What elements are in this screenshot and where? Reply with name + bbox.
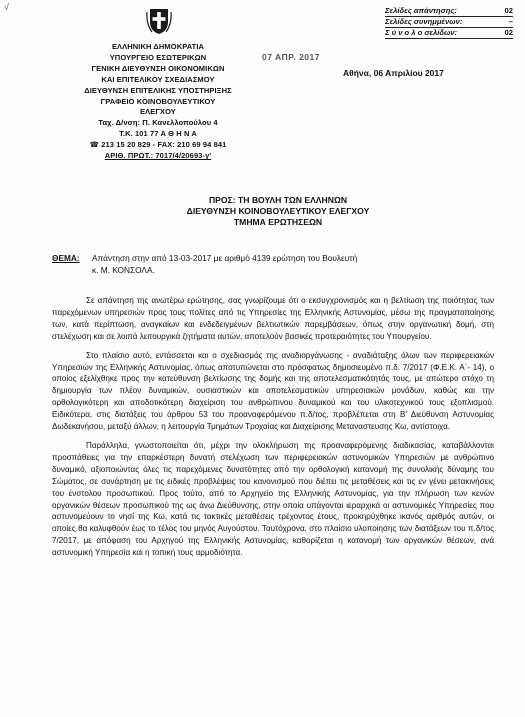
recipient-block — [148, 195, 408, 229]
header-line: ΕΛΛΗΝΙΚΗ ΔΗΜΟΚΡΑΤΙΑ — [111, 42, 205, 51]
recipient-line: ΤΜΗΜΑ ΕΡΩΤΗΣΕΩΝ — [233, 217, 323, 228]
subject-text-continued: κ. Μ. ΚΟΝΣΟΛΑ. — [92, 265, 155, 275]
page-count-row — [385, 6, 513, 17]
subject-text: Απάντηση στην από 13-03-2017 με αριθμό 4139 ερώτηση του Βουλευτή — [92, 253, 358, 263]
recipient-line: ΠΡΟΣ: ΤΗ ΒΟΥΛΗ ΤΩΝ ΕΛΛΗΝΩΝ — [208, 195, 348, 205]
subject-label: ΘΕΜΑ: — [52, 253, 80, 263]
page-count-value: – — [508, 17, 513, 26]
coat-of-arms-icon — [146, 6, 172, 36]
page-count-label: Σελίδες συνημμένων: — [385, 17, 463, 26]
corner-mark: √ — [4, 2, 9, 12]
subject-block — [52, 252, 492, 276]
header-line: ☎ 213 15 20 829 - FAX: 210 69 94 841 — [89, 140, 227, 150]
header-line: ΔΙΕΥΘΥΝΣΗ ΕΠΙΤΕΛΙΚΗΣ ΥΠΟΣΤΗΡΙΞΗΣ — [84, 85, 232, 95]
page-count-value: 02 — [504, 28, 513, 37]
protocol-number: ΑΡΙΘ. ΠΡΩΤ.: 7017/4/20693-γ' — [104, 151, 212, 161]
page-count-row — [385, 17, 513, 28]
page-count-box — [385, 6, 513, 39]
body-paragraph: Σε απάντηση της ανωτέρω ερώτησης, σας γνωρίζουμε ότι ο εκσυγχρονισμός και η βελτίωση της ποιότητας των παρεχόμενων υπηρεσιών προς τους πολίτες από τις Υπηρεσίες της Ελληνικής Αστυνομίας, μέσω της πραγματοποίησης των, κατά περίπτωση, αναγκαίων και ενδεδειγμένων βελτιωτικών παρεμβάσεων, όπως στην οργανωτική δομή, στη στελέχωση και σε λοιπά λειτουργικά ζητήματα αυτών, αποτελούν βασικές προτεραιότητες του Υπουργείου. — [52, 296, 494, 341]
body-paragraph: Παράλληλα, γνωστοποιείται ότι, μέχρι την ολοκλήρωση της προαναφερόμενης διαδικασίας, καταβάλλονται προσπάθειες για την επαρκέστερη δυνατή στελέχωση των περιφερειακών αστυνομικών Υπηρεσιών με ανθρώπινο δυναμικό, αξιοποιώντας όλες τις παρεχόμενες δυνατότητες από την ορθολογική κατανομή της συνολικής δύναμης του Σώματος, σε συνάρτηση με τις ειδικές προβλέψεις του κανονισμού που διέπει τις μεταθέσεις και τις εν γένει μετακινήσεις του ένστολου προσωπικού. Προς τούτο, από το Αρχηγείο της Ελληνικής Αστυνομίας, για την πλήρωση των κενών οργανικών θέσεων προσωπικού της ως άνω Διεύθυνσης, στην οποία υπάγονται ιεραρχικά οι αστυνομικές Υπηρεσίες που αστυνομεύουν το νησί της Κω, κατά τις τακτικές μεταθέσεις τρέχοντος έτους, προκηρύχθηκε ικανός αριθμός αυτών, οι οποίες θα καλυφθούν έως το τέλος του μηνός Αυγούστου. Ταυτόχρονα, στο πλαίσιο υλοποίησης των διατάξεων του π.δ/τος 7/2017, με απόφαση του Αρχηγού της Ελληνικής Αστυνομίας, καθορίζεται η κατανομή των οργανικών θέσεων, ανά αστυνομική Υπηρεσία και η τοπική τους αρμοδιότητα. — [52, 440, 494, 558]
page-count-label: Σελίδες απάντησης: — [385, 6, 457, 15]
header-line: ΓΕΝΙΚΗ ΔΙΕΥΘΥΝΣΗ ΟΙΚΟΝΟΜΙΚΩΝ — [91, 63, 225, 73]
header-line: ΚΑΙ ΕΠΙΤΕΛΙΚΟΥ ΣΧΕΔΙΑΣΜΟΥ — [101, 74, 215, 84]
header-line: Ταχ. Δ/νση: Π. Κανελλοπούλου 4 — [98, 118, 218, 128]
header-line: ΓΡΑΦΕΙΟ ΚΟΙΝΟΒΟΥΛΕΥΤΙΚΟΥ ΕΛΕΓΧΟΥ — [100, 96, 216, 117]
document-date: Αθήνα, 06 Απριλίου 2017 — [343, 68, 444, 78]
page-count-label: Σ ύ ν ο λ ο σελίδων: — [385, 28, 458, 37]
letter-body — [52, 295, 494, 566]
header-line: ΥΠΟΥΡΓΕΙΟ ΕΣΩΤΕΡΙΚΩΝ — [109, 52, 207, 62]
recipient-line: ΔΙΕΥΘΥΝΣΗ ΚΟΙΝΟΒΟΥΛΕΥΤΙΚΟΥ ΕΛΕΓΧΟΥ — [186, 206, 370, 217]
page-count-row — [385, 28, 513, 39]
body-paragraph: Στο πλαίσιο αυτό, εντάσσεται και ο σχεδιασμός της αναδιοργάνωσης - αναδιάταξης όλων των περιφερειακών Υπηρεσιών της Ελληνικής Αστυνομίας, όπως αποτυπώνεται στο πρόσφατως δημοσιευμένο π.δ. 7/2017 (Φ.Ε.Κ. Α΄- 14), ο οποίος εξελίχθηκε προς την κατεύθυνση βελτίωσης της δομής και της αποτελεσματικότητάς τους, με απώτερο στόχο τη δημιουργία των πλέον δυναμικών, ουσιαστικών και αποτελεσματικών υπηρεσιακών μονάδων, καθώς και την ορθολογικότερη και αποδοτικότερη διαχείριση του ανθρώπινου δυναμικού και του υλικοτεχνικού τους εξοπλισμού. Ειδικότερα, στις διατάξεις του άρθρου 53 του προαναφερόμενου π.δ/τος, προβλέπεται στη Β' Διεύθυνση Αστυνομίας Δωδεκανήσου, μεταξύ άλλων, η λειτουργία Τμημάτων Τροχαίας και Διαχείρισης Μεταναστευσης Κω, αντίστοιχα. — [52, 350, 494, 432]
sender-header — [82, 42, 234, 162]
header-line: Τ.Κ. 101 77 Α Θ Η Ν Α — [119, 129, 197, 139]
page-count-value: 02 — [504, 6, 513, 15]
received-stamp: 07 ΑΠΡ. 2017 — [262, 52, 320, 62]
